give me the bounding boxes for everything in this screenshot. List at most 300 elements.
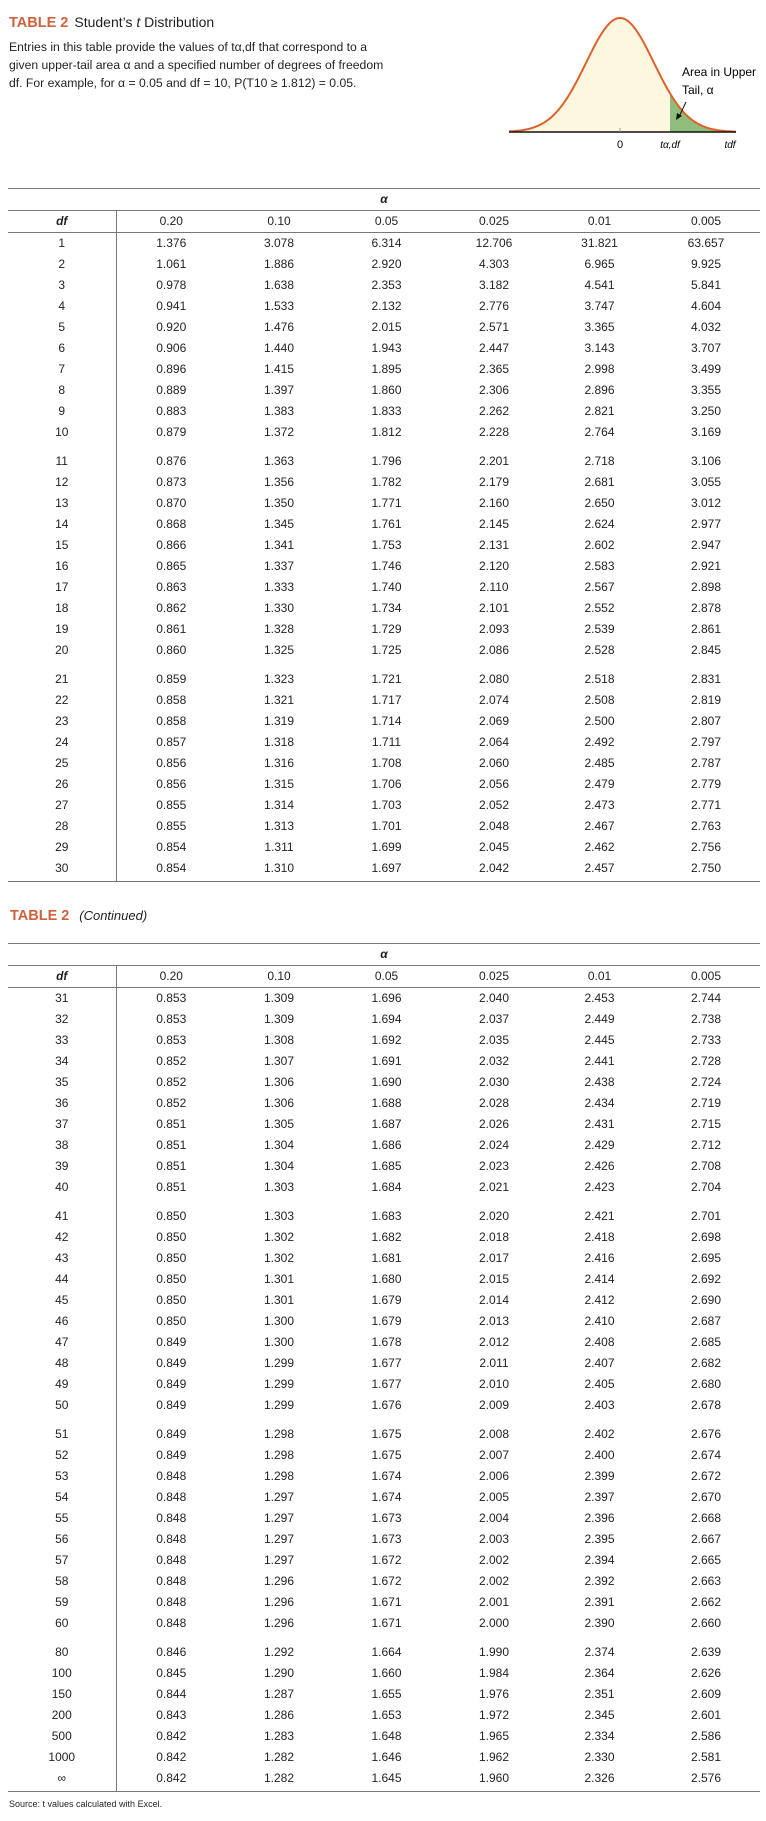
t-value-cell: 1.674 <box>371 1490 402 1504</box>
t-value-cell: 0.856 <box>156 756 187 770</box>
t-value-cell: 2.306 <box>478 383 510 397</box>
t-value-cell: 1.363 <box>263 454 295 468</box>
t-value-cell: 1.345 <box>263 517 295 531</box>
t-value-cell: 1.296 <box>263 1595 295 1609</box>
t-value-cell: 0.860 <box>156 643 187 657</box>
t-value-cell: 2.602 <box>584 538 615 552</box>
t-value-cell: 2.896 <box>584 383 615 397</box>
t-value-cell: 2.701 <box>690 1209 722 1223</box>
t-value-cell: 1.316 <box>263 756 295 770</box>
t-value-cell: 0.848 <box>156 1511 187 1525</box>
t-value-cell: 2.712 <box>690 1138 722 1152</box>
t-value-cell: 6.965 <box>584 257 615 271</box>
t-value-cell: 1.675 <box>371 1448 402 1462</box>
t-value-cell: 2.539 <box>584 622 615 636</box>
t-value-cell: 2.014 <box>478 1293 510 1307</box>
table-row <box>8 1135 760 1156</box>
t-value-cell: 1.282 <box>263 1750 295 1764</box>
df-cell: 12 <box>8 472 116 493</box>
t-value-cell: 2.692 <box>690 1272 722 1286</box>
t-value-cell: 1.685 <box>371 1159 402 1173</box>
df-cell: 17 <box>8 577 116 598</box>
t-value-cell: 1.761 <box>371 517 402 531</box>
t-value-cell: 2.626 <box>690 1666 722 1680</box>
t-value-cell: 1.984 <box>478 1666 510 1680</box>
t-value-cell: 2.010 <box>478 1377 510 1391</box>
alpha-column-header: 0.05 <box>332 211 441 233</box>
t-value-cell: 2.407 <box>584 1356 615 1370</box>
t-value-cell: 2.581 <box>690 1750 722 1764</box>
t-value-cell: 1.671 <box>371 1595 402 1609</box>
t-value-cell: 1.356 <box>263 475 295 489</box>
t-value-cell: 0.850 <box>156 1230 187 1244</box>
tick-zero: 0 <box>616 139 624 151</box>
t-value-cell: 3.055 <box>690 475 722 489</box>
t-value-cell: 2.462 <box>584 840 615 854</box>
table-row <box>8 338 760 359</box>
table-row <box>8 1571 760 1592</box>
df-cell: 200 <box>8 1705 116 1726</box>
t-value-cell: 1.691 <box>371 1054 402 1068</box>
table-row <box>8 472 760 493</box>
t-value-cell: 2.779 <box>690 777 722 791</box>
t-value-cell: 2.704 <box>690 1180 722 1194</box>
df-cell: 20 <box>8 640 116 661</box>
t-value-cell: 1.337 <box>263 559 295 573</box>
table-row <box>8 380 760 401</box>
t-value-cell: 0.842 <box>156 1750 187 1764</box>
df-cell: 57 <box>8 1550 116 1571</box>
t-value-cell: 0.843 <box>156 1708 187 1722</box>
df-cell: 21 <box>8 661 116 690</box>
alpha-column-header: 0.05 <box>332 966 441 988</box>
t-value-cell: 2.040 <box>478 991 510 1005</box>
df-cell: 42 <box>8 1227 116 1248</box>
alpha-column-header: 0.025 <box>441 211 547 233</box>
t-value-cell: 1.721 <box>371 672 402 686</box>
table-row <box>8 1353 760 1374</box>
t-value-cell: 0.853 <box>156 1012 187 1026</box>
t-value-cell: 2.878 <box>690 601 722 615</box>
t-value-cell: 3.355 <box>690 383 722 397</box>
t-value-cell: 2.668 <box>690 1511 722 1525</box>
t-value-cell: 2.365 <box>478 362 510 376</box>
t-value-cell: 1.310 <box>226 858 332 882</box>
t-value-cell: 0.848 <box>156 1574 187 1588</box>
t-value-cell: 0.851 <box>156 1117 187 1131</box>
t-value-cell: 1.350 <box>263 496 295 510</box>
t-value-cell: 2.086 <box>478 643 510 657</box>
t-value-cell: 2.020 <box>478 1209 510 1223</box>
t-value-cell: 1.886 <box>263 257 295 271</box>
t-value-cell: 2.431 <box>584 1117 615 1131</box>
t-value-cell: 0.850 <box>156 1209 187 1223</box>
table-row <box>8 1613 760 1634</box>
t-value-cell: 2.687 <box>690 1314 722 1328</box>
t-value-cell: 2.421 <box>584 1209 615 1223</box>
t-value-cell: 2.724 <box>690 1075 722 1089</box>
table-row <box>8 1248 760 1269</box>
table-row <box>8 1663 760 1684</box>
alpha-column-header: 0.20 <box>116 966 226 988</box>
t-value-cell: 2.345 <box>584 1708 615 1722</box>
t-value-cell: 2.410 <box>584 1314 615 1328</box>
t-value-cell: 1.701 <box>371 819 402 833</box>
t-value-cell: 0.848 <box>156 1616 187 1630</box>
df-cell: 33 <box>8 1030 116 1051</box>
t-value-cell: 2.374 <box>584 1645 615 1659</box>
df-cell: 43 <box>8 1248 116 1269</box>
t-value-cell: 2.426 <box>584 1159 615 1173</box>
table-row <box>8 1747 760 1768</box>
table-title <box>9 14 214 31</box>
t-value-cell: 2.396 <box>584 1511 615 1525</box>
t-value-cell: 2.663 <box>690 1574 722 1588</box>
t-value-cell: 0.852 <box>156 1075 187 1089</box>
t-value-cell: 3.078 <box>263 236 295 250</box>
t-value-cell: 2.845 <box>690 643 722 657</box>
t-value-cell: 2.681 <box>584 475 615 489</box>
t-value-cell: 1.297 <box>263 1532 295 1546</box>
df-cell: 35 <box>8 1072 116 1093</box>
table-row <box>8 422 760 443</box>
table-row <box>8 732 760 753</box>
t-value-cell: 2.861 <box>690 622 722 636</box>
t-value-cell: 1.686 <box>371 1138 402 1152</box>
df-header: df <box>8 211 116 233</box>
table-row <box>8 1093 760 1114</box>
t-value-cell: 2.479 <box>584 777 615 791</box>
t-value-cell: 2.434 <box>584 1096 615 1110</box>
t-value-cell: 1.676 <box>371 1398 402 1412</box>
t-value-cell: 2.733 <box>690 1033 722 1047</box>
df-cell: 29 <box>8 837 116 858</box>
t-value-cell: 2.447 <box>478 341 510 355</box>
continued-note: (Continued) <box>79 908 148 923</box>
t-value-cell: 0.844 <box>156 1687 187 1701</box>
t-value-cell: 1.706 <box>371 777 402 791</box>
table-row <box>8 640 760 661</box>
t-value-cell: 0.851 <box>156 1159 187 1173</box>
table-row <box>8 493 760 514</box>
df-cell: 2 <box>8 254 116 275</box>
t-value-cell: 2.650 <box>584 496 615 510</box>
t-value-cell: 4.541 <box>584 278 615 292</box>
t-value-cell: 0.848 <box>156 1595 187 1609</box>
table-row <box>8 1508 760 1529</box>
df-cell: 52 <box>8 1445 116 1466</box>
t-value-cell: 1.675 <box>371 1427 402 1441</box>
t-value-cell: 1.440 <box>263 341 295 355</box>
t-value-cell: 1.286 <box>263 1708 295 1722</box>
df-cell: 19 <box>8 619 116 640</box>
t-value-cell: 31.821 <box>581 236 618 250</box>
t-value-cell: 0.850 <box>156 1293 187 1307</box>
df-cell: 8 <box>8 380 116 401</box>
df-cell: 49 <box>8 1374 116 1395</box>
t-value-cell: 2.438 <box>584 1075 615 1089</box>
table-row <box>8 1466 760 1487</box>
t-value-cell: 0.873 <box>156 475 187 489</box>
t-value-cell: 1.812 <box>371 425 402 439</box>
table-row <box>8 317 760 338</box>
table-row <box>8 401 760 422</box>
table-row <box>8 816 760 837</box>
df-cell: 28 <box>8 816 116 837</box>
t-value-cell: 3.182 <box>478 278 510 292</box>
t-value-cell: 1.690 <box>371 1075 402 1089</box>
table-row <box>8 1072 760 1093</box>
t-value-cell: 9.925 <box>690 257 722 271</box>
table-row <box>8 1009 760 1030</box>
t-value-cell: 2.518 <box>584 672 615 686</box>
t-value-cell: 2.676 <box>690 1427 722 1441</box>
t-value-cell: 2.030 <box>478 1075 510 1089</box>
t-value-cell: 1.976 <box>478 1687 510 1701</box>
t-value-cell: 2.567 <box>584 580 615 594</box>
t-value-cell: 4.604 <box>690 299 722 313</box>
alpha-column-header: 0.10 <box>226 966 332 988</box>
t-value-cell: 2.009 <box>478 1398 510 1412</box>
df-cell: 100 <box>8 1663 116 1684</box>
t-value-cell: 1.061 <box>156 257 187 271</box>
t-value-cell: 1.681 <box>371 1251 402 1265</box>
t-value-cell: 2.660 <box>690 1616 722 1630</box>
table-row <box>8 1726 760 1747</box>
df-cell: 38 <box>8 1135 116 1156</box>
t-value-cell: 2.353 <box>371 278 402 292</box>
t-value-cell: 2.394 <box>584 1553 615 1567</box>
t-value-cell: 1.674 <box>371 1469 402 1483</box>
t-value-cell: 1.972 <box>478 1708 510 1722</box>
t-value-cell: 0.849 <box>156 1356 187 1370</box>
t-value-cell: 2.326 <box>547 1768 652 1792</box>
t-value-cell: 1.311 <box>264 840 294 854</box>
t-value-cell: 1.282 <box>226 1768 332 1792</box>
t-value-cell: 1.672 <box>371 1553 402 1567</box>
t-value-cell: 0.906 <box>156 341 187 355</box>
t-value-cell: 1.323 <box>263 672 295 686</box>
t-value-cell: 1.333 <box>263 580 295 594</box>
df-cell: 9 <box>8 401 116 422</box>
t-value-cell: 2.101 <box>478 601 510 615</box>
t-value-cell: 2.485 <box>584 756 615 770</box>
table-row <box>8 1395 760 1416</box>
t-value-cell: 1.299 <box>263 1356 295 1370</box>
t-value-cell: 1.782 <box>371 475 402 489</box>
t-value-cell: 0.842 <box>116 1768 226 1792</box>
t-value-cell: 0.850 <box>156 1314 187 1328</box>
df-cell: ∞ <box>8 1768 116 1792</box>
t-value-cell: 1.372 <box>263 425 295 439</box>
t-value-cell: 2.330 <box>584 1750 615 1764</box>
t-value-cell: 0.848 <box>156 1469 187 1483</box>
t-value-cell: 0.941 <box>156 299 187 313</box>
t-value-cell: 1.703 <box>371 798 402 812</box>
t-value-cell: 2.764 <box>584 425 615 439</box>
intro-text: Entries in this table provide the values of tα,df that correspond to a given upper-tail area α and a specified number of degrees of freedom df. For example, for α = 0.05 and df = 10, P(T10 ≥ 1.812) = 0.05. <box>9 40 384 90</box>
df-cell: 54 <box>8 1487 116 1508</box>
t-value-cell: 1.301 <box>263 1272 295 1286</box>
alpha-header-row <box>8 189 760 211</box>
t-value-cell: 1.655 <box>371 1687 402 1701</box>
t-value-cell: 2.392 <box>584 1574 615 1588</box>
t-value-cell: 2.771 <box>690 798 722 812</box>
table-row <box>8 1290 760 1311</box>
table-row <box>8 661 760 690</box>
column-header-row <box>8 966 760 988</box>
t-value-cell: 1.306 <box>263 1075 295 1089</box>
table-row <box>8 514 760 535</box>
t-value-cell: 2.821 <box>584 404 615 418</box>
t-value-cell: 2.056 <box>478 777 510 791</box>
t-value-cell: 1.677 <box>371 1377 402 1391</box>
t-value-cell: 0.889 <box>156 383 187 397</box>
t-value-cell: 0.896 <box>156 362 187 376</box>
t-value-cell: 1.860 <box>371 383 402 397</box>
t-value-cell: 2.756 <box>690 840 722 854</box>
t-value-cell: 0.848 <box>156 1553 187 1567</box>
table-row <box>8 1487 760 1508</box>
t-value-cell: 1.328 <box>263 622 295 636</box>
t-value-cell: 1.292 <box>263 1645 295 1659</box>
t-value-cell: 1.397 <box>263 383 295 397</box>
t-value-cell: 2.528 <box>584 643 615 657</box>
t-value-cell: 2.586 <box>690 1729 722 1743</box>
t-value-cell: 2.032 <box>478 1054 510 1068</box>
df-cell: 56 <box>8 1529 116 1550</box>
df-cell: 5 <box>8 317 116 338</box>
t-value-cell: 6.314 <box>371 236 402 250</box>
t-value-cell: 2.698 <box>690 1230 722 1244</box>
t-value-cell: 2.003 <box>478 1532 510 1546</box>
t-value-cell: 1.965 <box>478 1729 510 1743</box>
t-value-cell: 0.853 <box>156 991 187 1005</box>
t-value-cell: 2.690 <box>690 1293 722 1307</box>
table-row <box>8 1156 760 1177</box>
t-value-cell: 1.664 <box>371 1645 402 1659</box>
t-value-cell: 3.169 <box>690 425 722 439</box>
t-value-cell: 1.300 <box>263 1314 295 1328</box>
t-value-cell: 1.746 <box>371 559 402 573</box>
t-value-cell: 2.015 <box>371 320 402 334</box>
t-value-cell: 2.467 <box>584 819 615 833</box>
t-value-cell: 2.670 <box>690 1490 722 1504</box>
t-value-cell: 2.418 <box>584 1230 615 1244</box>
table-row <box>8 1030 760 1051</box>
t-value-cell: 1.646 <box>371 1750 402 1764</box>
t-value-cell: 2.006 <box>478 1469 510 1483</box>
df-cell: 30 <box>8 858 116 882</box>
table-row <box>8 1311 760 1332</box>
t-value-cell: 1.729 <box>371 622 402 636</box>
t-value-cell: 1.895 <box>371 362 402 376</box>
t-value-cell: 2.977 <box>690 517 722 531</box>
t-value-cell: 2.920 <box>371 257 402 271</box>
t-value-cell: 2.449 <box>584 1012 615 1026</box>
t-value-cell: 2.416 <box>584 1251 615 1265</box>
t-value-cell: 2.037 <box>478 1012 510 1026</box>
df-cell: 1000 <box>8 1747 116 1768</box>
df-cell: 11 <box>8 443 116 472</box>
t-value-cell: 0.846 <box>156 1645 187 1659</box>
t-value-cell: 1.943 <box>371 341 402 355</box>
t-value-cell: 1.771 <box>371 496 402 510</box>
alpha-column-header: 0.025 <box>441 966 547 988</box>
t-value-cell: 2.429 <box>584 1138 615 1152</box>
df-header: df <box>8 966 116 988</box>
t-table-part2 <box>8 943 760 1792</box>
t-value-cell: 0.849 <box>156 1448 187 1462</box>
alpha-header: α <box>8 189 760 211</box>
t-value-cell: 2.018 <box>478 1230 510 1244</box>
t-value-cell: 0.848 <box>156 1490 187 1504</box>
df-cell: 37 <box>8 1114 116 1135</box>
t-value-cell: 2.763 <box>690 819 722 833</box>
df-cell: 60 <box>8 1613 116 1634</box>
t-value-cell: 1.314 <box>263 798 295 812</box>
t-value-cell: 2.445 <box>584 1033 615 1047</box>
table-row <box>8 1177 760 1198</box>
t-value-cell: 2.400 <box>584 1448 615 1462</box>
df-cell: 14 <box>8 514 116 535</box>
df-cell: 31 <box>8 988 116 1010</box>
t-value-cell: 0.858 <box>156 714 187 728</box>
t-value-cell: 0.870 <box>156 496 187 510</box>
t-value-cell: 1.687 <box>371 1117 402 1131</box>
t-value-cell: 0.853 <box>156 1033 187 1047</box>
t-value-cell: 2.583 <box>584 559 615 573</box>
table-row <box>8 1227 760 1248</box>
t-value-cell: 1.692 <box>371 1033 402 1047</box>
t-value-cell: 1.299 <box>263 1377 295 1391</box>
t-value-cell: 1.753 <box>371 538 402 552</box>
t-value-cell: 1.696 <box>371 991 402 1005</box>
t-value-cell: 2.898 <box>690 580 722 594</box>
t-value-cell: 1.309 <box>263 991 295 1005</box>
table-row <box>8 359 760 380</box>
t-value-cell: 1.476 <box>263 320 295 334</box>
df-cell: 32 <box>8 1009 116 1030</box>
t-value-cell: 3.747 <box>584 299 615 313</box>
df-cell: 6 <box>8 338 116 359</box>
area-label-line1: Area in Upper <box>682 65 757 79</box>
t-value-cell: 2.552 <box>584 601 615 615</box>
t-value-cell: 1.683 <box>371 1209 402 1223</box>
t-value-cell: 2.500 <box>584 714 615 728</box>
t-value-cell: 0.850 <box>156 1251 187 1265</box>
alpha-column-header: 0.01 <box>547 211 652 233</box>
t-value-cell: 1.283 <box>263 1729 295 1743</box>
alpha-column-header: 0.20 <box>116 211 226 233</box>
t-value-cell: 1.677 <box>371 1356 402 1370</box>
table-row <box>8 443 760 472</box>
t-value-cell: 2.719 <box>690 1096 722 1110</box>
table-row <box>8 1768 760 1792</box>
t-value-cell: 2.571 <box>478 320 510 334</box>
t-value-cell: 2.035 <box>478 1033 510 1047</box>
table-row <box>8 711 760 732</box>
t-value-cell: 2.473 <box>584 798 615 812</box>
df-cell: 13 <box>8 493 116 514</box>
t-value-cell: 3.250 <box>690 404 722 418</box>
t-value-cell: 1.684 <box>371 1180 402 1194</box>
t-value-cell: 0.865 <box>156 559 187 573</box>
t-value-cell: 2.262 <box>478 404 510 418</box>
t-value-cell: 3.106 <box>690 454 722 468</box>
table-row <box>8 1550 760 1571</box>
t-value-cell: 1.303 <box>263 1209 295 1223</box>
